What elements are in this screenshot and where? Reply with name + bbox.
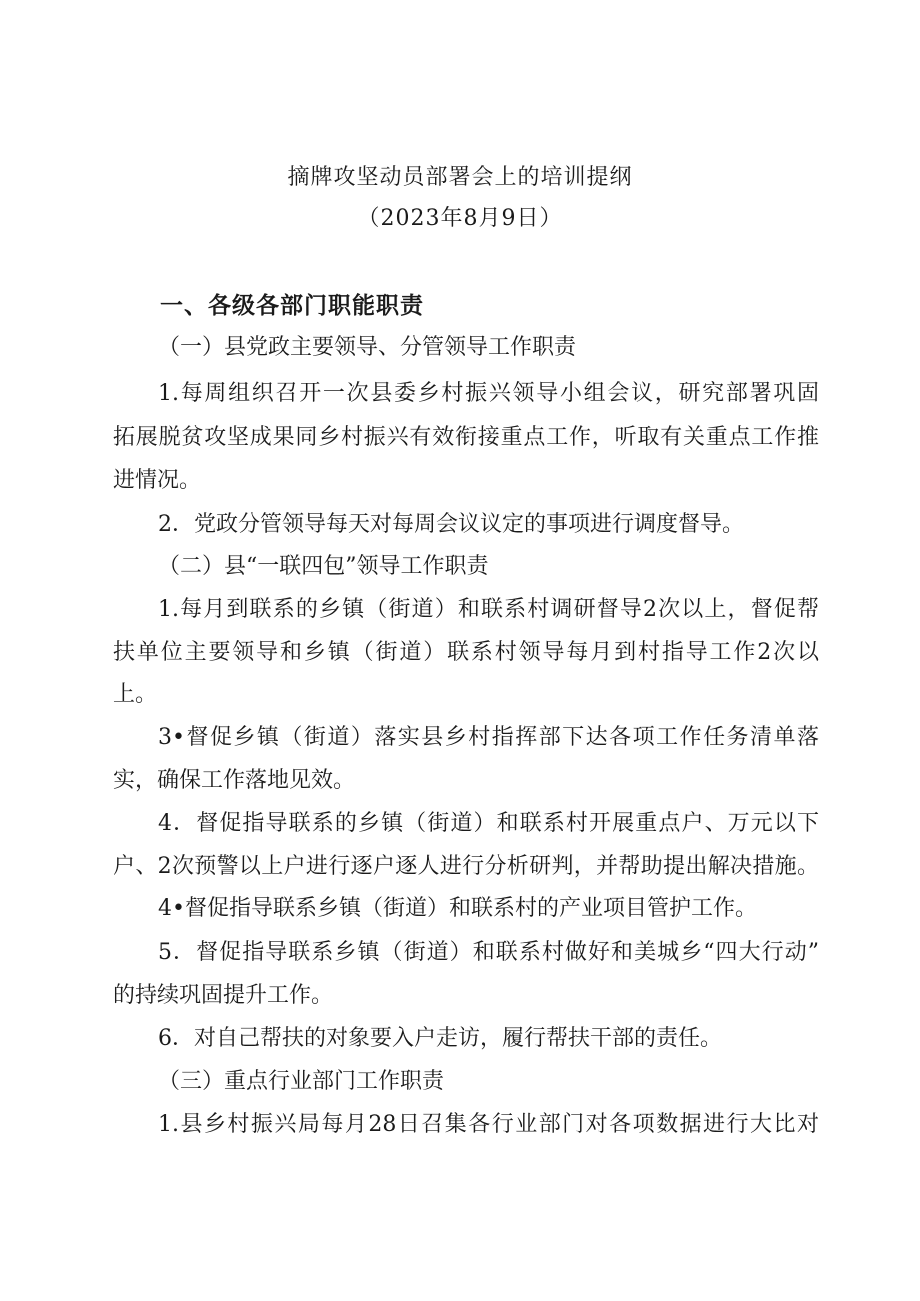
subsection-1-heading: （一）县党政主要领导、分管领导工作职责 bbox=[158, 335, 577, 360]
sub1-item1-line2: 拓展脱贫攻坚成果同乡村振兴有效衔接重点工作，听取有关重点工作推 bbox=[113, 425, 819, 450]
sub2-item6-line1: 6．对自己帮扶的对象要入户走访，履行帮扶干部的责任。 bbox=[158, 1026, 722, 1051]
sub2-item3-line1: 3•督促乡镇（街道）落实县乡村指挥部下达各项工作任务清单落 bbox=[158, 725, 819, 750]
sub1-item2-line1: 2．党政分管领导每天对每周会议议定的事项进行调度督导。 bbox=[158, 512, 744, 537]
subsection-2-heading: （二）县“一联四包”领导工作职责 bbox=[158, 554, 489, 579]
sub2-item5-line1: 5．督促指导联系乡镇（街道）和联系村做好和美城乡“四大行动” bbox=[158, 940, 819, 965]
section-1-heading: 一、各级各部门职能职责 bbox=[160, 293, 424, 319]
document-title: 摘牌攻坚动员部署会上的培训提纲 bbox=[287, 165, 633, 190]
sub2-item1-line3: 上。 bbox=[113, 682, 158, 707]
sub3-item1-line1: 1.县乡村振兴局每月28日召集各行业部门对各项数据进行大比对 bbox=[158, 1112, 819, 1137]
sub2-item4b-line1: 4•督促指导联系乡镇（街道）和联系村的产业项目管护工作。 bbox=[158, 896, 757, 921]
sub1-item1-line3: 进情况。 bbox=[113, 468, 202, 493]
sub2-item3-line2: 实，确保工作落地见效。 bbox=[113, 768, 356, 793]
document-date: （2023年8月9日） bbox=[357, 206, 563, 231]
sub1-item1-line1: 1.每周组织召开一次县委乡村振兴领导小组会议，研究部署巩固 bbox=[158, 381, 819, 406]
sub2-item1-line1: 1.每月到联系的乡镇（街道）和联系村调研督导2次以上，督促帮 bbox=[158, 597, 819, 622]
sub2-item4-line1: 4．督促指导联系的乡镇（街道）和联系村开展重点户、万元以下 bbox=[158, 811, 819, 836]
sub2-item4-line2: 户、2次预警以上户进行逐户逐人进行分析研判，并帮助提出解决措施。 bbox=[113, 854, 819, 879]
sub2-item1-line2: 扶单位主要领导和乡镇（街道）联系村领导每月到村指导工作2次以 bbox=[113, 640, 819, 665]
subsection-3-heading: （三）重点行业部门工作职责 bbox=[158, 1069, 445, 1094]
sub2-item5-line2: 的持续巩固提升工作。 bbox=[113, 983, 334, 1008]
